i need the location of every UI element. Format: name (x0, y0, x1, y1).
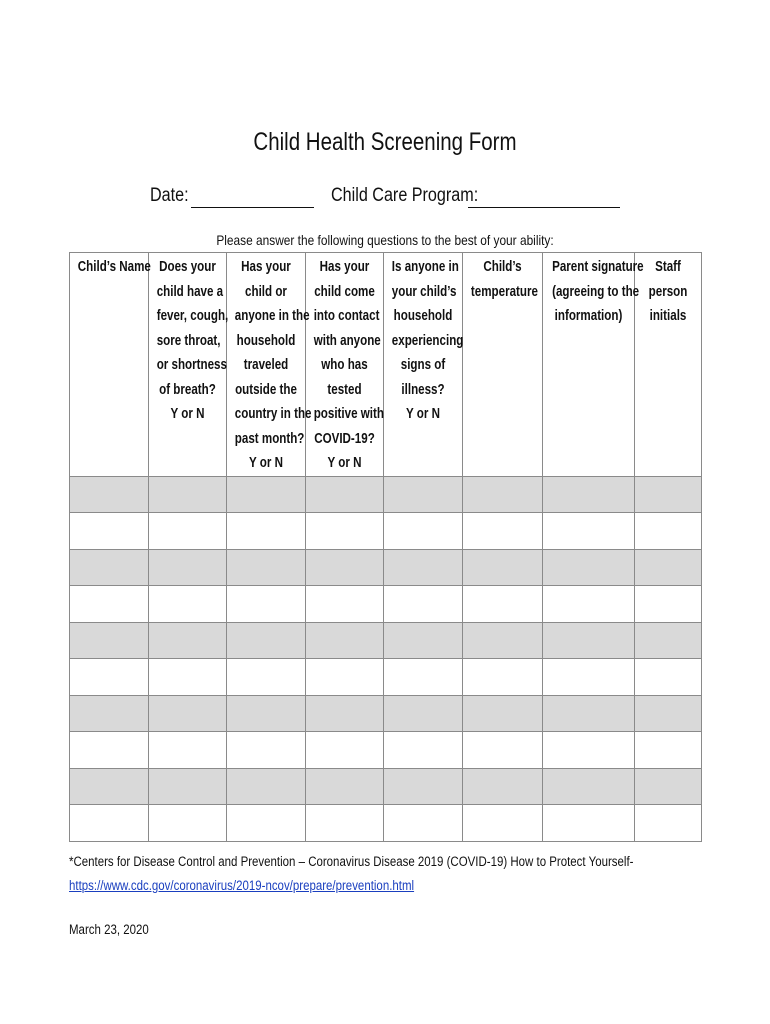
header-symptoms: Does your child have a fever, cough, sore throat, or shortness of breath? Y or N (149, 253, 227, 477)
entry-cell[interactable] (306, 622, 384, 659)
table-row (70, 622, 702, 659)
entry-cell[interactable] (227, 659, 306, 696)
table-row (70, 768, 702, 805)
entry-cell[interactable] (227, 732, 306, 769)
header-staff-initials: Staff person initials (635, 253, 702, 477)
entry-cell[interactable] (635, 732, 702, 769)
header-childs-name: Child’s Name (70, 253, 149, 477)
entry-cell[interactable] (543, 768, 635, 805)
table-row (70, 586, 702, 623)
table-row (70, 805, 702, 842)
date-field-line[interactable] (191, 207, 314, 208)
entry-cell[interactable] (463, 622, 543, 659)
entry-cell[interactable] (227, 695, 306, 732)
entry-cell[interactable] (70, 549, 149, 586)
entry-cell[interactable] (463, 476, 543, 513)
table-row (70, 549, 702, 586)
header-row (70, 253, 702, 477)
entry-cell[interactable] (306, 695, 384, 732)
entry-cell[interactable] (149, 586, 227, 623)
entry-cell[interactable] (463, 732, 543, 769)
entry-cell[interactable] (306, 586, 384, 623)
entry-cell[interactable] (70, 476, 149, 513)
entry-cell[interactable] (149, 549, 227, 586)
cdc-link[interactable]: https://www.cdc.gov/coronavirus/2019-ncov/prepare/prevention.html (69, 878, 415, 893)
entry-cell[interactable] (227, 622, 306, 659)
table-row (70, 695, 702, 732)
entry-cell[interactable] (149, 695, 227, 732)
entry-cell[interactable] (306, 659, 384, 696)
entry-cell[interactable] (70, 586, 149, 623)
entry-cell[interactable] (306, 513, 384, 550)
entry-cell[interactable] (70, 768, 149, 805)
entry-cell[interactable] (149, 659, 227, 696)
footnote (69, 850, 633, 898)
entry-cell[interactable] (635, 695, 702, 732)
entry-cell[interactable] (543, 513, 635, 550)
entry-cell[interactable] (463, 695, 543, 732)
entry-cell[interactable] (70, 659, 149, 696)
header-travel: Has your child or anyone in the household traveled outside the country in the past month? Y or N (227, 253, 306, 477)
header-parent-signature: Parent signature (agreeing to the information) (543, 253, 635, 477)
entry-cell[interactable] (384, 586, 463, 623)
entry-cell[interactable] (543, 476, 635, 513)
entry-cell[interactable] (384, 768, 463, 805)
entry-cell[interactable] (149, 476, 227, 513)
footnote-citation: *Centers for Disease Control and Prevention – Coronavirus Disease 2019 (COVID-19) How to Protect Yourself- (69, 854, 634, 869)
entry-cell[interactable] (227, 476, 306, 513)
entry-cell[interactable] (543, 732, 635, 769)
entry-cell[interactable] (635, 476, 702, 513)
entry-cell[interactable] (70, 695, 149, 732)
program-label: Child Care Program: (331, 185, 479, 206)
table-row (70, 513, 702, 550)
entry-cell[interactable] (227, 768, 306, 805)
entry-cell[interactable] (463, 549, 543, 586)
table-row (70, 659, 702, 696)
entry-cell[interactable] (463, 659, 543, 696)
entry-cell[interactable] (70, 805, 149, 842)
date-label: Date: (150, 185, 189, 206)
entry-cell[interactable] (384, 695, 463, 732)
header-covid-contact: Has your child come into contact with anyone who has tested positive with COVID-19? Y or N (306, 253, 384, 477)
entry-cell[interactable] (384, 659, 463, 696)
entry-cell[interactable] (543, 622, 635, 659)
entry-cell[interactable] (543, 695, 635, 732)
entry-cell[interactable] (635, 622, 702, 659)
entry-cell[interactable] (635, 513, 702, 550)
entry-cell[interactable] (543, 659, 635, 696)
entry-cell[interactable] (543, 549, 635, 586)
entry-cell[interactable] (463, 513, 543, 550)
entry-cell[interactable] (384, 513, 463, 550)
entry-cell[interactable] (384, 622, 463, 659)
entry-cell[interactable] (70, 513, 149, 550)
entry-cell[interactable] (635, 768, 702, 805)
instructions-text: Please answer the following questions to the best of your ability: (216, 232, 554, 248)
form-title: Child Health Screening Form (253, 128, 517, 156)
revision-date: March 23, 2020 (69, 922, 149, 937)
entry-cell[interactable] (149, 768, 227, 805)
entry-cell[interactable] (227, 513, 306, 550)
entry-cell[interactable] (463, 768, 543, 805)
entry-cell[interactable] (306, 476, 384, 513)
entry-cell[interactable] (227, 586, 306, 623)
entry-cell[interactable] (306, 805, 384, 842)
entry-cell[interactable] (543, 805, 635, 842)
header-temperature: Child’s temperature (463, 253, 543, 477)
entry-cell[interactable] (149, 622, 227, 659)
entry-cell[interactable] (543, 586, 635, 623)
entry-cell[interactable] (70, 732, 149, 769)
entry-cell[interactable] (384, 549, 463, 586)
table-row (70, 732, 702, 769)
entry-cell[interactable] (306, 549, 384, 586)
entry-cell[interactable] (635, 586, 702, 623)
screening-table (69, 252, 702, 842)
entry-cell[interactable] (227, 549, 306, 586)
entry-cell[interactable] (635, 659, 702, 696)
entry-cell[interactable] (635, 805, 702, 842)
entry-cell[interactable] (149, 805, 227, 842)
table-body (70, 476, 702, 841)
program-field-line[interactable] (468, 207, 620, 208)
entry-cell[interactable] (149, 732, 227, 769)
entry-cell[interactable] (635, 549, 702, 586)
entry-cell[interactable] (306, 768, 384, 805)
entry-cell[interactable] (306, 732, 384, 769)
table-row (70, 476, 702, 513)
entry-cell[interactable] (463, 805, 543, 842)
entry-cell[interactable] (384, 476, 463, 513)
entry-cell[interactable] (384, 732, 463, 769)
entry-cell[interactable] (384, 805, 463, 842)
entry-cell[interactable] (149, 513, 227, 550)
entry-cell[interactable] (227, 805, 306, 842)
entry-cell[interactable] (70, 622, 149, 659)
header-household-illness: Is anyone in your child’s household experiencing signs of illness? Y or N (384, 253, 463, 477)
entry-cell[interactable] (463, 586, 543, 623)
